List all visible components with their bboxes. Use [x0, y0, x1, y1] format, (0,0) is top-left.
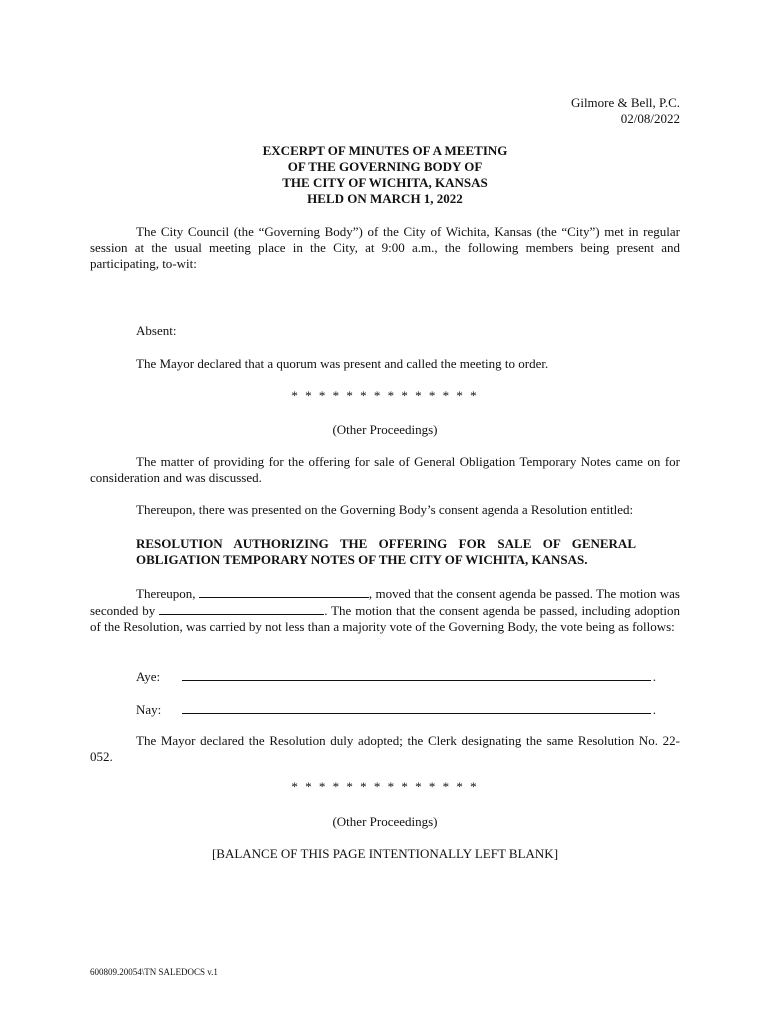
- motion-text-2: , moved that the consent agenda be passed. The motion was seconded by: [90, 586, 680, 618]
- absent-label: Absent:: [136, 323, 177, 338]
- opening-paragraph: The City Council (the “Governing Body”) of the City of Wichita, Kansas (the “City”) met in regular session at the usual meeting place in the City, at 9:00 a.m., the following members being present and participating, to-wit:: [90, 224, 680, 271]
- motion-paragraph: [90, 585, 680, 635]
- letterhead: [480, 95, 680, 127]
- quorum-paragraph: The Mayor declared that a quorum was present and called the meeting to order.: [136, 356, 549, 371]
- document-footer: 600809.20054\TN SALEDOCS v.1: [90, 967, 218, 977]
- matter-paragraph: The matter of providing for the offering for sale of General Obligation Temporary Notes came on for consideration and was discussed.: [90, 454, 680, 485]
- separator-stars-1: * * * * * * * * * * * * * *: [291, 388, 479, 403]
- balance-note: [BALANCE OF THIS PAGE INTENTIONALLY LEFT BLANK]: [211, 846, 559, 861]
- seconder-blank[interactable]: [159, 602, 324, 615]
- other-proceedings-1: (Other Proceedings): [332, 422, 438, 437]
- aye-end-mark: .: [652, 669, 656, 684]
- other-proceedings-2: (Other Proceedings): [332, 814, 438, 829]
- motion-text-3: . The motion that the consent agenda be passed, including adoption of the Resolution, was carried by not less than a majority vote of the Governing Body, the vote being as follows:: [90, 603, 680, 634]
- aye-row: [136, 667, 656, 685]
- aye-label: Aye:: [136, 669, 161, 684]
- document-date: 02/08/2022: [620, 111, 680, 126]
- nay-end-mark: .: [652, 702, 656, 717]
- title-line-2: OF THE GOVERNING BODY OF: [287, 159, 483, 174]
- firm-name: Gilmore & Bell, P.C.: [570, 95, 680, 110]
- title-line-4: HELD ON MARCH 1, 2022: [307, 191, 463, 206]
- aye-blank[interactable]: [182, 667, 651, 681]
- mover-blank[interactable]: [199, 585, 369, 598]
- motion-text-1: Thereupon,: [136, 586, 196, 601]
- resolution-title: RESOLUTION AUTHORIZING THE OFFERING FOR SALE OF GENERAL OBLIGATION TEMPORARY NOTES OF THE CITY OF WICHITA, KANSAS.: [136, 536, 636, 567]
- nay-label: Nay:: [136, 702, 162, 717]
- nay-row: [136, 700, 656, 718]
- title-line-1: EXCERPT OF MINUTES OF A MEETING: [262, 143, 508, 158]
- consent-agenda-paragraph: Thereupon, there was presented on the Governing Body’s consent agenda a Resolution entitled:: [136, 502, 634, 517]
- separator-stars-2: * * * * * * * * * * * * * *: [291, 779, 479, 794]
- title-line-3: THE CITY OF WICHITA, KANSAS: [282, 175, 488, 190]
- document-title: [185, 143, 585, 207]
- nay-blank[interactable]: [182, 700, 651, 714]
- adopted-paragraph: The Mayor declared the Resolution duly adopted; the Clerk designating the same Resolution No. 22-052.: [90, 733, 680, 764]
